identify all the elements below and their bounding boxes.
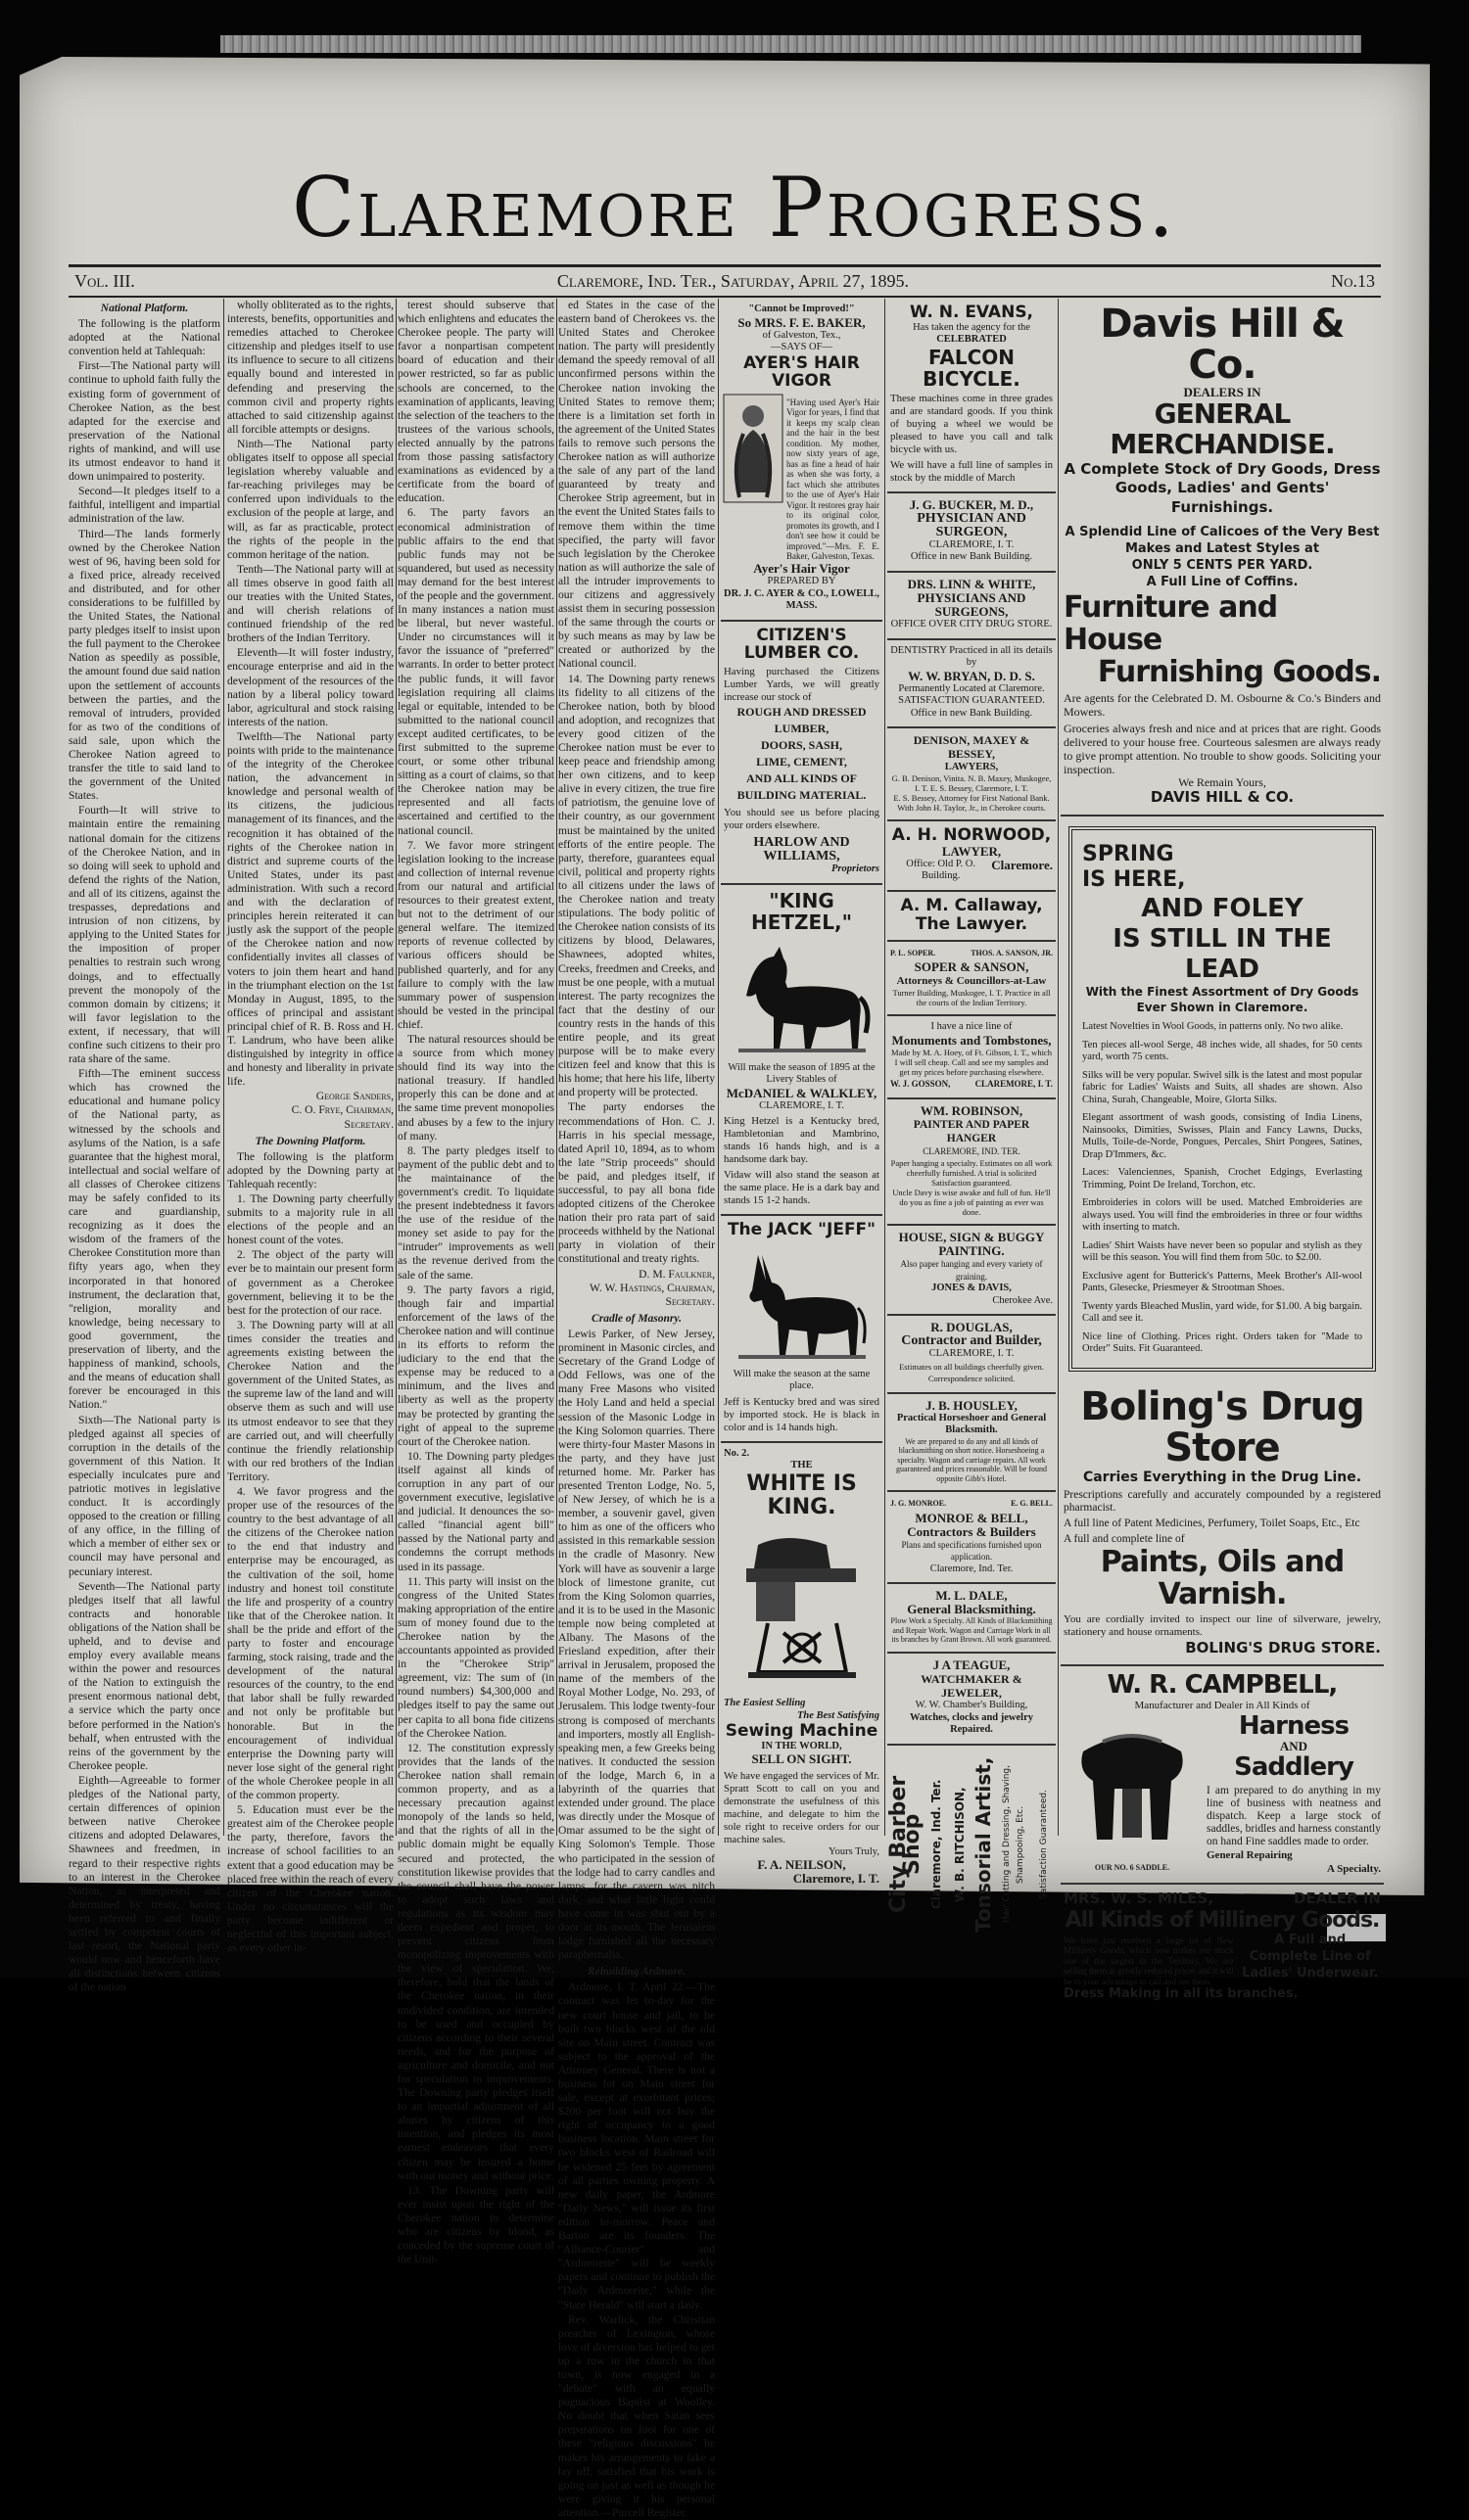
paragraph: 7. We favor more stringent legislation looking to the increase and collection of internal revenue from our natural and artificial resources to their greatest extent, but not to the detriment of our general welfare. The itemized reports of revenue collected by various officers should be published quarterly, and for any failure to comply with the law summary power of suspension should be vested in the principal chief. <box>398 838 554 1031</box>
ad-quote: "Cannot be Improved!" <box>748 303 855 314</box>
paragraph: Lewis Parker, of New Jersey, prominent in Masonic circles, and Secretary of the Grand Lodge of Odd Fellows, was one of the many Free Masons who visited the Holy Land and held a special session of the Masonic Lodge in the King Solomon quarries. There were thirty-four Master Masons in the party, and they have just returned home. Mr. Parker has presented Trenton Lodge, No. 5, of New Jersey, of which he is a member, a souvenir gavel, given to him as one of the officers who assisted in this remarkable session in the cradle of Masonry. New York will have as souvenir a large block of limestone granite, cut from the King Solomon quarries, and it is to be used in the Masonic temple now being completed at Albany. The Masons of the Friesland expedition, after their arrival in Jerusalem, proposed the name of the members of the Royal Mother Lodge, No. 293, of Jerusalem. This lodge twenty-four strong is composed of merchants and importers, mostly all English-speaking men, a few Greeks being natives. It conducted the session of the lodge, March 6, in a labyrinth of the quarries that extended under ground. The place was directly under the Mosque of Omar assumed to be the sight of King Solomon's Temple. Those who participated in the session of the lodge had to carry candles and lamps, for the cavern was pitch dark, and what little light could have come in was shut out by a door at its mouth. The Jerusalem lodge furnished all the necessary paraphernalia. <box>558 1327 715 1962</box>
ad-subtitle: Furnishing Goods. <box>1097 654 1381 689</box>
article-body <box>398 299 554 2266</box>
ad-name: So MRS. F. E. BAKER, <box>737 314 866 330</box>
ad-text: Estimates on all buildings cheerfully given. Correspondence solicited. <box>899 1361 1044 1384</box>
paragraph: Fourth—It will strive to maintain entire the remaining national domain for the citizens of the Cherokee Nation, and in so doing will seek to uphold and defend the rights of the Nation, and all of its citizens, against the trespasses, depredations and intrusion of non citizens, by applying to the United States for the imposition of proper penalties to restrain such wrong doings, and to effectually prevent the monopoly of the common domain by citizens; it will favor legislation to the extent, if necessary, that will confine such citizens to their pro rata share of the same. <box>69 804 220 1066</box>
paragraph: Tenth—The National party will at all times observe in good faith all our treaties with the United States, and will cherish relations of continued friendship of the red brothers of the Indian Territory. <box>227 562 394 645</box>
ad-text: Will make the season at the same place. <box>733 1368 871 1392</box>
ad-text: Having purchased the Citizens Lumber Yards, we will greatly increase our stock of <box>724 665 879 703</box>
ad-text: Proprietors <box>830 863 879 875</box>
ad-signature: BOLING'S DRUG STORE. <box>1185 1638 1381 1657</box>
ad-item: LUMBER, <box>774 721 829 735</box>
ad-name: J A TEAGUE, <box>932 1657 1011 1672</box>
ad-subtitle: Tonsorial Artist, <box>971 1755 995 1933</box>
ad-text: OFFICE OVER CITY DRUG STORE. <box>890 619 1053 630</box>
ad-item: Laces: Valenciennes, Spanish, Crochet Edgings, Everlasting Trimming, Point De Ireland, Torchon, etc. <box>1082 1167 1362 1190</box>
ad-title: HOUSE, SIGN & BUGGY PAINTING. <box>898 1229 1045 1259</box>
ad-item: Silks will be very popular. Swivel silk is the latest and most popular fabric for Ladies' Waists and Suits, all shades are shown. Also China, Surah, Changeable, Moire, Glorta Silks. <box>1082 1069 1362 1105</box>
ad-name: W. B. RITCHISON, <box>952 1786 967 1902</box>
ad-text: Are agents for the Celebrated D. M. Osbourne & Co.'s Binders and Mowers. <box>1064 690 1381 719</box>
column-rule <box>718 299 719 1836</box>
signature-block <box>227 1090 394 1131</box>
ad-stable: McDANIEL & WALKLEY, <box>726 1085 877 1100</box>
paragraph: wholly obliterated as to the rights, interests, benefits, opportunities and remedies attached to Cherokee citizenship and pledges itself to use its influence to secure to all citizens equally bound and interested in defending and preserving the common civil and property rights attached to said citizenship against all forcible attempts or designs. <box>227 299 394 436</box>
ad-text: E. S. Bessey, Attorney for First National Bank. With John H. Taylor, Jr., in Cherokee courts. <box>893 793 1050 814</box>
paragraph: 2. The object of the party will ever be to maintain our present form of government as a Cherokee government, believing it to be the best for the protection of our race. <box>227 1248 394 1317</box>
ad-town: CLAREMORE, IND. TER. <box>923 1146 1020 1157</box>
ad-title: "KING HETZEL," <box>751 888 852 934</box>
ad-text: —SAYS OF— <box>771 342 832 353</box>
ad-text: Paper hanging a specialty. Estimates on all work cheerfully furnished. A trial is solicited Satisfaction guaranteed. <box>890 1157 1053 1188</box>
ad-title: The JACK "JEFF" <box>727 1220 877 1240</box>
ad-text: I am prepared to do anything in my line of business with neatness and dispatch. Keep a large stock of saddles, bridles and harness constantly on hand Fine saddles made to order. <box>1207 1784 1381 1847</box>
denison-maxey-ad <box>887 728 1056 821</box>
paragraph: The following is the platform adopted at the National convention held at Tahlequah: <box>69 317 220 358</box>
ad-title: Attorneys & Councillors-at-Law <box>896 975 1047 988</box>
ad-item: ROUGH AND DRESSED <box>736 704 867 719</box>
ad-item: Ladies' Shirt Waists have never been so popular and stylish as they will be this season. You will find them from 50c. to $2.00. <box>1082 1239 1362 1264</box>
ad-text: A Specialty. <box>1326 1862 1381 1875</box>
ad-item: Twenty yards Bleached Muslin, yard wide, for $1.00. A big bargain. Call and see it. <box>1082 1300 1362 1325</box>
ad-title: Contractors & Builders <box>907 1523 1036 1539</box>
ad-item: AND ALL KINDS OF <box>745 770 858 785</box>
ad-title: W. R. CAMPBELL, <box>1107 1670 1338 1701</box>
paragraph: terest should subserve that which enlightens and educates the Cherokee people. The party will favor a nonpartisan competent board of education and their power restricted, so far as public schools are concerned, to the examination of applicants, leaving the selection of the teachers to the trustees of the various schools, elected annually by the patrons from those passing satisfactory examinations as evidenced by a certificate from the board of education. <box>398 299 554 505</box>
evans-bicycle-ad <box>887 299 1056 493</box>
saddle-icon <box>1064 1712 1201 1859</box>
ad-text: G. B. Denison, Vinita. N. B. Maxey, Muskogee, I. T. E. S. Bessey, Claremore, I. T. <box>891 773 1052 794</box>
ad-text: A Splendid Line of Calicoes of the Very Best Makes and Latest Styles at <box>1065 525 1380 557</box>
paragraph: Second—It pledges itself to a faithful, intelligent and impartial administration of the law. <box>69 485 220 526</box>
ad-product: FALCON BICYCLE. <box>923 345 1020 391</box>
ad-text: Vidaw will also stand the season at the same place. He is a dark bay and stands 15 1-2 hands. <box>724 1169 879 1207</box>
column-rule <box>223 299 224 1836</box>
ad-title: WATCHMAKER & JEWELER, <box>921 1671 1022 1701</box>
campbell-harness-ad <box>1061 1666 1384 1885</box>
ad-title: Contractor and Builder, <box>901 1333 1042 1349</box>
ad-item: BUILDING MATERIAL. <box>736 787 867 802</box>
ad-name: W. W. BRYAN, D. D. S. <box>908 668 1035 683</box>
ad-subtitle: With the Finest Assortment of Dry Goods Ever Shown in Claremore. <box>1085 985 1359 1014</box>
film-edge-strip <box>220 35 1361 53</box>
ad-text: AND <box>1279 1739 1308 1754</box>
ad-text: Will make the season of 1895 at the Livery Stables of <box>728 1061 876 1086</box>
boling-drug-ad <box>1061 1381 1384 1667</box>
ad-subtitle: Furniture and House <box>1064 589 1278 657</box>
ad-name: W. J. GOSSON, <box>890 1079 951 1090</box>
ad-lead: AND FOLEY <box>1141 893 1303 923</box>
ad-town: CLAREMORE, I. T. <box>974 1079 1053 1090</box>
woman-portrait-icon <box>724 395 782 502</box>
ad-name: R. DOUGLAS, <box>930 1320 1013 1335</box>
ad-address: Cherokee Ave. <box>992 1294 1053 1306</box>
article-heading: The Downing Platform. <box>255 1135 366 1147</box>
ad-text: You are cordially invited to inspect our line of silverware, jewelry, stationery and house ornaments. <box>1064 1612 1381 1638</box>
ad-text: A Full and Complete Line of Ladies' Underwear. <box>1242 1932 1379 1981</box>
ad-text: P. L. SOPER. <box>890 949 936 958</box>
paragraph: The following is the platform adopted by the Downing party at Tahlequah recently: <box>227 1149 394 1190</box>
newspaper-title: Claremore Progress. <box>292 160 1177 256</box>
ad-title: All Kinds of Millinery Goods. <box>1065 1907 1380 1933</box>
ad-text: Made by M. A. Hoey, of Ft. Gibson, I. T., which I will sell cheap. Call and see my samples and get my prices before purchasing elsewhere. <box>891 1048 1052 1078</box>
ad-name: WM. ROBINSON, <box>920 1103 1023 1119</box>
ad-town: Claremore. <box>991 857 1053 872</box>
article-body <box>558 1328 715 1962</box>
column-2 <box>227 299 394 1955</box>
paragraph: Fifth—The eminent success which has crowned the educational and humane policy of the National party, as witnessed by the schools and asylums of the Nation, is a safe guarantee that the highest moral, intellectual and social welfare of all classes of Cherokee citizens may be safely confided to its care and guardianship, recognizing as it does the wisdom of the framers of the Cherokee Constitution more than fifty years ago, when they incorporated in that honored instrument, the declaration that, "religion, morality and knowledge, being necessary to good government, the preservation of liberty, and the happiness of mankind, schools, and the means of education shall forever be encouraged in this Nation." <box>69 1067 220 1412</box>
article-body <box>69 317 220 1994</box>
paragraph: Eighth—Agreeable to former pledges of the National party, certain differences of opinion between native Cherokee citizens and adopted Delawares, Shawnees and freedmen, in regard to their respective rights to an interest in the Cherokee Nation, as interpreted and determined by treaty, having been referred to and finally settled by competent courts of last resort, the National party would now and henceforth have all distinctions between citizens of the nation <box>69 1773 220 1994</box>
ad-text: We are prepared to do any and all kinds of blacksmithing on short notice. Horseshoeing a specialty. Wagon and carriage repairs. All work guaranteed and prices reasonable. Will be found opposite Gibb's Hotel. <box>896 1436 1047 1483</box>
ad-title: PHYSICIAN AND SURGEON, <box>917 510 1026 539</box>
king-hetzel-ad <box>721 885 882 1217</box>
ad-text: We have engaged the services of Mr. Spratt Scott to call on you and demonstrate the usefulness of this machine, and delegate to him the sole right to receive orders for our machine sales. <box>724 1769 879 1845</box>
white-sewing-machine-ad <box>721 1443 882 1892</box>
ad-text: Also paper hanging and every variety of graining. <box>900 1259 1043 1282</box>
ad-town: CLAREMORE, I. T. <box>759 1099 844 1111</box>
column-rule <box>396 299 397 1836</box>
paragraph: Sixth—The National party is pledged against all species of corruption in the details of the government of this Nation. It especially inculcates pure and patriotic motives in legislative conduct. It is accordingly opposed to the creation or filling of any office, in the filling of which a member of either sex or council may have personal and pecuniary interest. <box>69 1413 220 1578</box>
dateline-bar <box>69 264 1381 298</box>
ad-item-list <box>1082 1021 1362 1356</box>
ad-subtitle: Harness <box>1238 1710 1350 1741</box>
ayers-hair-vigor-ad <box>721 299 882 622</box>
ad-name: MONROE & BELL, <box>915 1510 1028 1525</box>
ad-text: King Hetzel is a Kentucky bred, Hambletonian and Mambrino, stands 16 hands high, and is a handsome dark bay. <box>724 1115 879 1166</box>
robinson-painter-ad <box>887 1099 1056 1226</box>
ad-text: IN THE WORLD, <box>761 1740 842 1751</box>
ad-column-6 <box>885 299 1056 1933</box>
ad-title: SPRING <box>1082 841 1174 866</box>
donkey-icon <box>729 1245 876 1363</box>
article-heading: Rebuilding Ardmore. <box>588 1966 686 1979</box>
ad-title: LAWYERS, <box>944 761 999 772</box>
ad-text: A full line of Patent Medicines, Perfumery, Toilet Soaps, Etc., Etc <box>1064 1517 1360 1529</box>
paragraph: 14. The Downing party renews its fidelity to all citizens of the Cherokee nation, both by blood and adoption, and recognizes that every good citizen of the Cherokee nation must be ever to keep peace and friendship among her own citizens, and to keep alive in every citizen, the true fire of patriotism, the genuine love of their country, as our government must be maintained by the united efforts of the entire people. The party, therefore, guarantees equal civil, political and property rights to all citizens under the laws of the Cherokee nation and treaty stipulations. The body politic of the Cherokee nation consists of its citizens by blood, Delawares, Shawnees, adopted whites, Creeks, freedmen and Creeks, and must be one people, with a mutual interest. The party recognizes the fact that the destiny of our country rests in the hands of this entire people, and its great purpose will be to make every citizen feel and know that this is his home; that here his life, liberty and property will be protected. <box>558 672 715 1099</box>
foley-spring-ad <box>1068 826 1376 1372</box>
ad-text: Office: Old P. O. Building. <box>906 858 975 882</box>
ad-name: DENISON, MAXEY & BESSEY, <box>913 733 1030 762</box>
citizens-lumber-ad <box>721 622 882 885</box>
ad-subtitle: Sewing Machine <box>725 1721 878 1742</box>
paragraph: 10. The Downing party pledges itself against all kinds of corruption in any part of our government executive, legislative and judicial. It denounces the so-called "financial agent bill" passed by the National party and condemns the corrupt methods used in its passage. <box>398 1449 554 1573</box>
column-3 <box>398 299 555 2266</box>
ad-text: We have just received a large lot of New Millinery Goods, which now makes our stock one of the largest in the Territory. We are selling them at greatly reduced prices and it will be to your advantage to call and see them. <box>1064 1935 1234 1986</box>
article-body <box>227 299 394 1089</box>
signature-line: D. M. Faulkner, <box>639 1267 715 1281</box>
ad-text: Satisfaction Guaranteed. <box>1038 1789 1049 1899</box>
jones-davis-ad <box>887 1226 1056 1316</box>
ad-town: CLAREMORE, I. T. <box>928 538 1015 550</box>
ad-name: JONES & DAVIS, <box>931 1283 1012 1294</box>
ad-text: We Remain Yours, <box>1178 774 1266 789</box>
signature-line: Secretary. <box>665 1294 715 1308</box>
ad-title: LAWYER, <box>941 843 1002 859</box>
ad-text: Hair Cutting and Dressing, Shaving, Shampooing, Etc. <box>1001 1765 1025 1924</box>
ad-text: DEALERS IN <box>1183 385 1261 399</box>
monuments-ad <box>887 1016 1056 1099</box>
ad-text: We will have a full line of samples in stock by the middle of March <box>890 458 1053 484</box>
ad-column-7 <box>1061 299 1384 2002</box>
paragraph: 9. The party favors a rigid, though fair and impartial enforcement of the laws of the Cherokee nation and will continue in its efforts to reform the judiciary to the end that the expense may be reduced to a minimum, and the lives and liberty as well as the property may be protected by granting the right of appeal to the supreme court of the Cherokee nation. <box>398 1283 554 1448</box>
ad-city: of Galveston, Tex., <box>762 329 841 341</box>
paragraph: ed States in the case of the eastern band of Cherokees vs. the United States and Cherokee nation. The party will presidently demand the speedy removal of all unconfirmed persons within the Cherokee nation invoking the United States to remove them; there is a limitation set forth in the agreement of the United States fails to remove such persons the Cherokee nation as will authorize the sale of any part of the land guaranteed by treaty and Cherokee Strip agreement, but in the event the United States fails to remove them within the time specified, the party will favor such legislation by the Cherokee nation as will authorize the sale of all the intruder improvements to our citizens and aggressively assist them in securing possession of the same through the courts or by such means as may by law be created or authorized by the National council. <box>558 299 716 671</box>
ad-name: MRS. W. S. MILES, <box>1064 1890 1213 1908</box>
ad-subtitle: GENERAL MERCHANDISE. <box>1110 397 1335 460</box>
ad-item: Exclusive agent for Butterick's Patterns, Meek Brother's All-wool Pants, Glesecke, Priesmeyer & Strootman Shoes. <box>1082 1270 1362 1294</box>
paragraph: Eleventh—It will foster industry, encourage enterprise and aid in the development of the resources of the nation by a liberal policy toward labor, agricultural and stock raising interests of the nation. <box>227 646 394 728</box>
ad-text: These machines come in three grades and are standard goods. If you think of buying a wheel we would be pleased to have you call and talk bicycle with us. <box>890 392 1053 455</box>
ad-product: Ayer's Hair Vigor <box>753 560 850 576</box>
paragraph: 8. The party pledges itself to payment of the public debt and to the maintainance of the government's credit. To liquidate the present indebtedness it favors the use of the residue of the money set aside to pay for the "intruder" improvements as well as the revenue derived from the sale of the same. <box>398 1143 554 1282</box>
monroe-bell-ad <box>887 1492 1056 1584</box>
ad-title: Monuments and Tombstones, <box>891 1032 1052 1048</box>
ad-text: DENTISTRY Practiced in all its details by <box>890 644 1053 669</box>
ad-subtitle: Saddlery <box>1234 1752 1353 1783</box>
ad-text: SATISFACTION GUARANTEED. <box>898 695 1045 707</box>
article-body <box>558 1981 715 2520</box>
ad-text: J. G. MONROE. <box>890 1499 947 1509</box>
ad-text: Dress Making in all its branches. <box>1064 1986 1299 2002</box>
ad-text: General Repairing <box>1207 1848 1293 1861</box>
ad-caption: OUR NO. 6 SADDLE. <box>1094 1862 1170 1872</box>
ad-town: Claremore, Ind. Ter. <box>929 1779 943 1909</box>
paragraph: 4. We favor progress and the proper use of the resources of the country to the best advantage of all the citizens of the Cherokee nation to the end that industry and enterprise may be encouraged, as the cultivation of the soil, home industry and honest toil constitute the life and prosperity of a country like that of the Cherokee nation. It shall be the pride and effort of the party to foster and encourage farming, stock raising, trade and the development of the natural resources of the country, to the end that labor shall be fully rewarded and not only be profitable but honorable. But in the encouragement of individual enterprise the Downing party will never lose sight of the general right of the whole Cherokee people in all of the common property. <box>227 1484 394 1802</box>
ad-signature: DAVIS HILL & CO. <box>1150 788 1295 807</box>
column-rule <box>1058 299 1059 1836</box>
ad-text: Groceries always fresh and nice and at prices that are right. Goods delivered to your house free. Courteous salesmen are always ready to give prompt attention. No trouble to show goods. Soliciting your inspection. <box>1064 721 1381 776</box>
ad-title: The Lawyer. <box>915 913 1028 934</box>
article-body <box>227 1150 394 1955</box>
ad-item: DOORS, SASH, <box>760 737 843 752</box>
ad-text: Has taken the agency for the <box>913 321 1030 333</box>
ad-name: A. H. NORWOOD, <box>891 825 1052 846</box>
ad-text: You should see us before placing your orders elsewhere. <box>724 806 879 831</box>
jack-jeff-ad <box>721 1216 882 1443</box>
ad-text: A Full Line of Coffins. <box>1146 574 1299 589</box>
paragraph: Twelfth—The National party points with pride to the maintenance of the integrity of the Cherokee nation, the advancement in knowledge and personal wealth of its citizens, the judicious management of its finances, and the recognition it has obtained of the rights of the Cherokee nation in district and supreme courts of the United States, under its past administration. With such a record and with the declaration of principles herein reiterated it can justly ask the support of the people of the Cherokee nation and now confidentially invites all classes of voters to join them heart and hand in the triumphant election on the 1st Monday in August, 1895, to the offices of principal and assistant principal chief of R. B. Ross and H. T. Landrum, who have been alike distinguished by integrity in office and honesty and liberality in private life. <box>227 729 394 1089</box>
paragraph: Rev. Warlick, the Christian preacher of Lexington, whose love of diversion has helped to get up a row in the church in that town, is now engaged in a "debate" with an equally pugnacious Baptist at Woolley. No doubt that when Satan sees preparations on foot for one of these "religious discussions" he makes his arrangements to take a lay off, satisfied that his work is going on just as well as though he were giving it his personal attention.—Purcell Register. <box>558 2312 715 2519</box>
ad-item: LIME, CEMENT, <box>756 754 847 769</box>
signature-line: Secretary. <box>344 1117 394 1131</box>
ad-text: PREPARED BY <box>767 576 836 587</box>
ad-title: WHITE IS KING. <box>746 1470 857 1520</box>
bryan-dentist-ad <box>887 640 1056 729</box>
volume-label: Vol. III. <box>74 271 135 291</box>
paragraph: The party endorses the recommendations of Hon. C. J. Harris in his special message, dated April 10, 1894, as to whom the late "Strip proceeds" should be paid, and pledges itself, if successful, to pay all bona fide adopted citizens of the Cherokee nation their pro rata part of said proceeds withheld by the National party in violation of their constitutional and treaty rights. <box>558 1100 715 1266</box>
ad-text: DEALER IN <box>1293 1890 1381 1908</box>
ad-text: Turner Building, Muskogee, I. T. Practice in all the courts of the Indian Territory. <box>892 988 1051 1008</box>
signature-line: George Sanders, <box>315 1090 394 1103</box>
article-heading: National Platform. <box>100 303 189 314</box>
bucker-physician-ad <box>887 493 1056 573</box>
ad-title: Practical Horseshoer and General Blacksmith. <box>896 1412 1047 1436</box>
dateline-text: Claremore, Ind. Ter., Saturday, April 27, 1895. <box>556 271 910 291</box>
ad-column-5 <box>721 299 882 1887</box>
ad-maker: DR. J. C. AYER & CO., LOWELL, MASS. <box>724 587 879 612</box>
ad-text: A Complete Stock of Dry Goods, Dress Goods, Ladies' and Gents' Furnishings. <box>1064 459 1381 516</box>
ad-text: Yours Truly, <box>829 1845 879 1857</box>
sewing-machine-icon <box>729 1525 876 1692</box>
column-1 <box>69 299 220 1994</box>
ad-title: Boling's Drug Store <box>1080 1383 1364 1470</box>
ad-text: Prescriptions carefully and accurately compounded by a registered pharmacist. <box>1064 1488 1381 1514</box>
ad-name: J. G. BUCKER, M. D., <box>909 496 1034 512</box>
ad-text: Manufacturer and Dealer in All Kinds of <box>1134 1700 1310 1712</box>
ad-name: A. M. Callaway, <box>900 895 1043 915</box>
signature-block <box>558 1268 715 1309</box>
paragraph: 6. The party favors an economical administration of public affairs to the end that public funds may not be squandered, but used as necessity may demand for the best interest of the people and the government. In many instances a nation must be liberal, but never wasteful. Under no circumstances will it favor the issuance of "preferred" warrants. In order to better protect the public funds, it will favor legislation requiring all claims legal or equitable, intended to be submitted to the national council except audited certificates, to be first submitted to the supreme court, or some other tribunal sitting as a court of claims, so that the Cherokee nation may be represented and all facts ascertained and certified to the national council. <box>398 506 554 837</box>
paragraph: 13. The Downing party will ever insist upon the right of the Cherokee nation to determine who are citizens by blood, as conceded by the supreme court of the Unit- <box>398 2183 554 2266</box>
ad-name: M. L. DALE, <box>935 1588 1008 1604</box>
ad-testimonial: "Having used Ayer's Hair Vigor for years, I find that it keeps my scalp clean and the hair in the best condition. My mother, now sixty years of age, has as fine a head of hair as when she was forty, a fact which she attributes to the use of Ayer's Hair Vigor. It restores gray hair to its original color, promotes its growth, and I don't see how it could be improved."—Mrs. F. E. Baker, Galveston, Texas. <box>786 397 879 562</box>
ad-item-list <box>724 704 879 804</box>
ad-title: PHYSICIANS AND SURGEONS, <box>917 590 1026 620</box>
ad-subtitle: Carries Everything in the Drug Line. <box>1082 1469 1362 1485</box>
ad-title: IS HERE, <box>1082 867 1186 893</box>
paragraph: Ninth—The National party obligates itself to oppose all special legislation whereby valuable and far-reaching privileges may be conferred upon individuals to the exclusion of the people at large, and will, as far as practicable, protect the rights of the people in the common heritage of the nation. <box>227 437 394 561</box>
paragraph: The natural resources should be a source from which money should find its way into the national treasury. If handled properly this can be done and at the same time prevent monopolies and abuses by a few to the injury of many. <box>398 1032 554 1143</box>
ad-text: Jeff is Kentucky bred and was sired by imported stock. He is black in color and is 14 hands high. <box>724 1395 879 1433</box>
ad-town: Claremore, Ind. Ter. <box>929 1563 1014 1574</box>
paragraph: 12. The constitution expressly provides that the lands of the Cherokee nation shall remain common property, and as a necessary precaution against monopoly of the lands so held, and that the rights of all in the public domain might be equally secured and protected, the constitution likewise provides that the council shall have the power to adopt such laws and regulations as its wisdom may deem expedient and proper, to prevent citizens from monopolizing improvements with the view of speculation. We, therefore, hold that the lands of the Cherokee nation, in their undivided condition, are intended to be used and occupied by citizens according to their several needs, and for the purpose of agriculture and domicile, and not for speculation in improvements. The Downing party pledges itself to an impartial adjustment of all abuses by citizens of this intention, and pledges its most earnest endeavors that every citizen may be insured a home with out money and without price. <box>398 1741 554 2182</box>
davis-hill-ad <box>1061 299 1384 817</box>
ad-text: Plow Work a Specialty. All Kinds of Blacksmithing and Repair Work. Wagon and Carriage Work in all its branches by Grant Brown. All work guaranteed. <box>890 1616 1053 1645</box>
ad-product: AYER'S HAIR VIGOR <box>743 352 860 392</box>
ad-lead: IS STILL IN THE LEAD <box>1113 923 1332 984</box>
ad-text: THOS. A. SANSON, JR. <box>971 949 1053 958</box>
ad-item: Elegant assortment of wash goods, consisting of India Linens, Nainsooks, Dimities, Swisses, Plain and Fancy Lawns, Ducks, Mulls, Toile-de-Norde, Pongues, Percales, Shirt Pongees, Satines, Drap D'Immers, &c. <box>1082 1112 1362 1160</box>
column-rule <box>884 299 885 1836</box>
article-heading: Cradle of Masonry. <box>592 1312 682 1325</box>
ad-name: J. B. HOUSLEY, <box>925 1397 1018 1413</box>
callaway-lawyer-ad <box>887 892 1056 942</box>
issue-number: No.13 <box>1331 271 1375 291</box>
teague-jeweler-ad <box>887 1654 1056 1746</box>
ad-item: Ten pieces all-wool Serge, 48 inches wide, all shades, for 50 cents yard, worth 75 cents. <box>1082 1039 1362 1063</box>
signature-line: C. O. Frye, Chairman, <box>291 1103 394 1117</box>
ad-text: A full and complete line of <box>1064 1532 1185 1545</box>
ad-text: I have a nice line of <box>930 1021 1013 1033</box>
ad-tag: No. 2. <box>724 1447 749 1459</box>
ad-text: Permanently Located at Claremore. <box>898 682 1045 694</box>
ad-price: ONLY 5 CENTS PER YARD. <box>1131 557 1313 573</box>
ad-subtitle: Paints, Oils and Varnish. <box>1100 1544 1345 1611</box>
paragraph: Ardmore, I. T. April 22.—The contract was let to-day for the new court house and jail, to be built two blocks west of the old site on Main street. Contract was subject to the approval of the Attorney General. There is not a business lot on Main street for sale, except at exorbitant prices; $200 per foot will not buy the right of occupancy to a good business location. Main street for two blocks west of Railroad will be widened 25 feet by agreement of all parties owning property. A new daily paper, the Ardmore "Daily News," will issue its first edition to-morrow. Peace and Barton are its founders. The "Alliance-Courier" and "Ardmoreite" will be weekly papers and continue to publish the "Daily Ardmoreite," while the "State Herald" will start a daily. <box>558 1981 715 2311</box>
horse-icon <box>729 939 876 1056</box>
column-rule <box>556 299 557 1836</box>
housley-blacksmith-ad <box>887 1394 1056 1493</box>
ad-name: W. N. EVANS, <box>909 303 1034 322</box>
ad-text: Office in new Bank Building. <box>910 707 1033 719</box>
ad-signature: F. A. NEILSON, <box>757 1857 846 1873</box>
ad-text: The Easiest Selling <box>724 1698 806 1709</box>
ad-text: The Best Satisfying <box>796 1709 879 1721</box>
douglas-builder-ad <box>887 1316 1056 1394</box>
masthead <box>59 160 1410 256</box>
paragraph: Third—The lands formerly owned by the Cherokee Nation west of 96, having been sold for a fixed price, already received and distributed, and for other considerations to be fulfilled by the United States, the National party pledges itself to insist upon the full payment to the Cherokee Nation as speedily as possible, the amount found due said nation upon the settlement of accounts between the parties, and the removal of intruders, provided for as two of the conditions of said sale, upon which the Cherokee Nation agreed to transfer the title to said land to the government of the United States. <box>69 527 220 803</box>
ad-name: SOPER & SANSON, <box>914 959 1029 975</box>
article-body <box>558 299 715 1267</box>
ad-title: CITIZEN'S LUMBER CO. <box>743 625 860 664</box>
paragraph: 3. The Downing party will at all times consider the treaties and agreements existing between the Cherokee Nation and the government of the United States, as the supreme law of the land and will observe them as such and will use its utmost endeavor to see that they are carried out, and will cheerfully continue the friendly relationship with our red brothers of the Indian Territory. <box>227 1318 394 1483</box>
signature-line: W. W. Hastings, Chairman, <box>590 1281 715 1294</box>
ad-title: General Blacksmithing. <box>907 1602 1036 1617</box>
soper-sanson-ad <box>887 942 1056 1016</box>
ad-text: W. W. Chamber's Building, <box>915 1700 1028 1711</box>
ad-title: Davis Hill & Co. <box>1100 302 1345 388</box>
ad-text: E. G. BELL. <box>1011 1499 1053 1509</box>
ad-text: CELEBRATED <box>936 334 1007 346</box>
ad-owners: HARLOW AND WILLIAMS, <box>753 834 850 864</box>
ad-town: CLAREMORE, I. T. <box>928 1348 1015 1360</box>
paragraph: 11. This party will insist on the congress of the United States making appropriation of the entire sum of money found due to the Cherokee nation by the accountants appointed as provided in the "Cherokee Strip" agreement, viz: The sum of (in round numbers) $4,300,000 and pledges itself to pay the same out per capita to all bona fide citizens of the Cherokee Nation. <box>398 1574 555 1740</box>
ad-item: Nice line of Clothing. Prices right. Orders taken for "Made to Order" Suits. Fit Guaranteed. <box>1082 1330 1362 1355</box>
ad-title: City Barber Shop <box>885 1775 925 1913</box>
dale-blacksmith-ad <box>887 1584 1056 1654</box>
paragraph: 5. Education must ever be the greatest aim of the Cherokee people the party, therefore, favors the increase of school facilities to an extent that a good education may be placed free within the reach of every citizen of the Cherokee nation. Under no circumstances will the party become indifferent or neglectful of this important subject, as every other in- <box>227 1803 394 1955</box>
linn-white-ad <box>887 573 1056 640</box>
paragraph: First—The National party will continue to uphold faith fully the existing form of government of Cherokee Nation, as the best adapted for the exercise and preservation of the National rights of mankind, and will use its utmost endeavor to hand it down unimpaired to posterity. <box>69 359 220 484</box>
ad-item: Latest Novelties in Wool Goods, in patterns only. No two alike. <box>1082 1021 1344 1033</box>
ad-text: Office in new Bank Building. <box>910 551 1033 563</box>
ad-name: DRS. LINN & WHITE, <box>907 576 1036 591</box>
ad-text: Watches, clocks and jewelry Repaired. <box>910 1711 1033 1736</box>
paragraph: Seventh—The National party pledges itself that all lawful contracts and honorable obligations of the Nation shall be upheld, and to devise and employ every available means within the power and resources of the Nation to extinguish the present enormous national debt, a service which the party once before performed in the Nation's behalf, when entrusted with the reins of the government by the Cherokee people. <box>69 1579 220 1772</box>
ad-text: THE <box>790 1460 813 1471</box>
ad-town: Claremore, I. T. <box>792 1871 879 1887</box>
miles-millinery-ad <box>1061 1885 1384 2010</box>
ad-text: Plans and specifications furnished upon application. <box>901 1539 1042 1563</box>
ad-text: SELL ON SIGHT. <box>751 1751 852 1767</box>
ad-text: Uncle Davy is wise awake and full of fun. He'll do you as fine a job of painting as ever was done. <box>892 1187 1051 1217</box>
ad-title: PAINTER AND PAPER HANGER <box>913 1119 1030 1145</box>
column-4 <box>558 299 716 2519</box>
paragraph: 1. The Downing party cheerfully submits to a majority rule in all elections of the people and an honest count of the votes. <box>227 1192 394 1247</box>
barber-shop-ad <box>887 1751 1056 1937</box>
norwood-lawyer-ad <box>887 821 1056 892</box>
ad-item: Embroideries in colors will be used. Matched Embroideries are always used. You will find the embroideries in three or four widths with inserting to match. <box>1082 1197 1362 1234</box>
